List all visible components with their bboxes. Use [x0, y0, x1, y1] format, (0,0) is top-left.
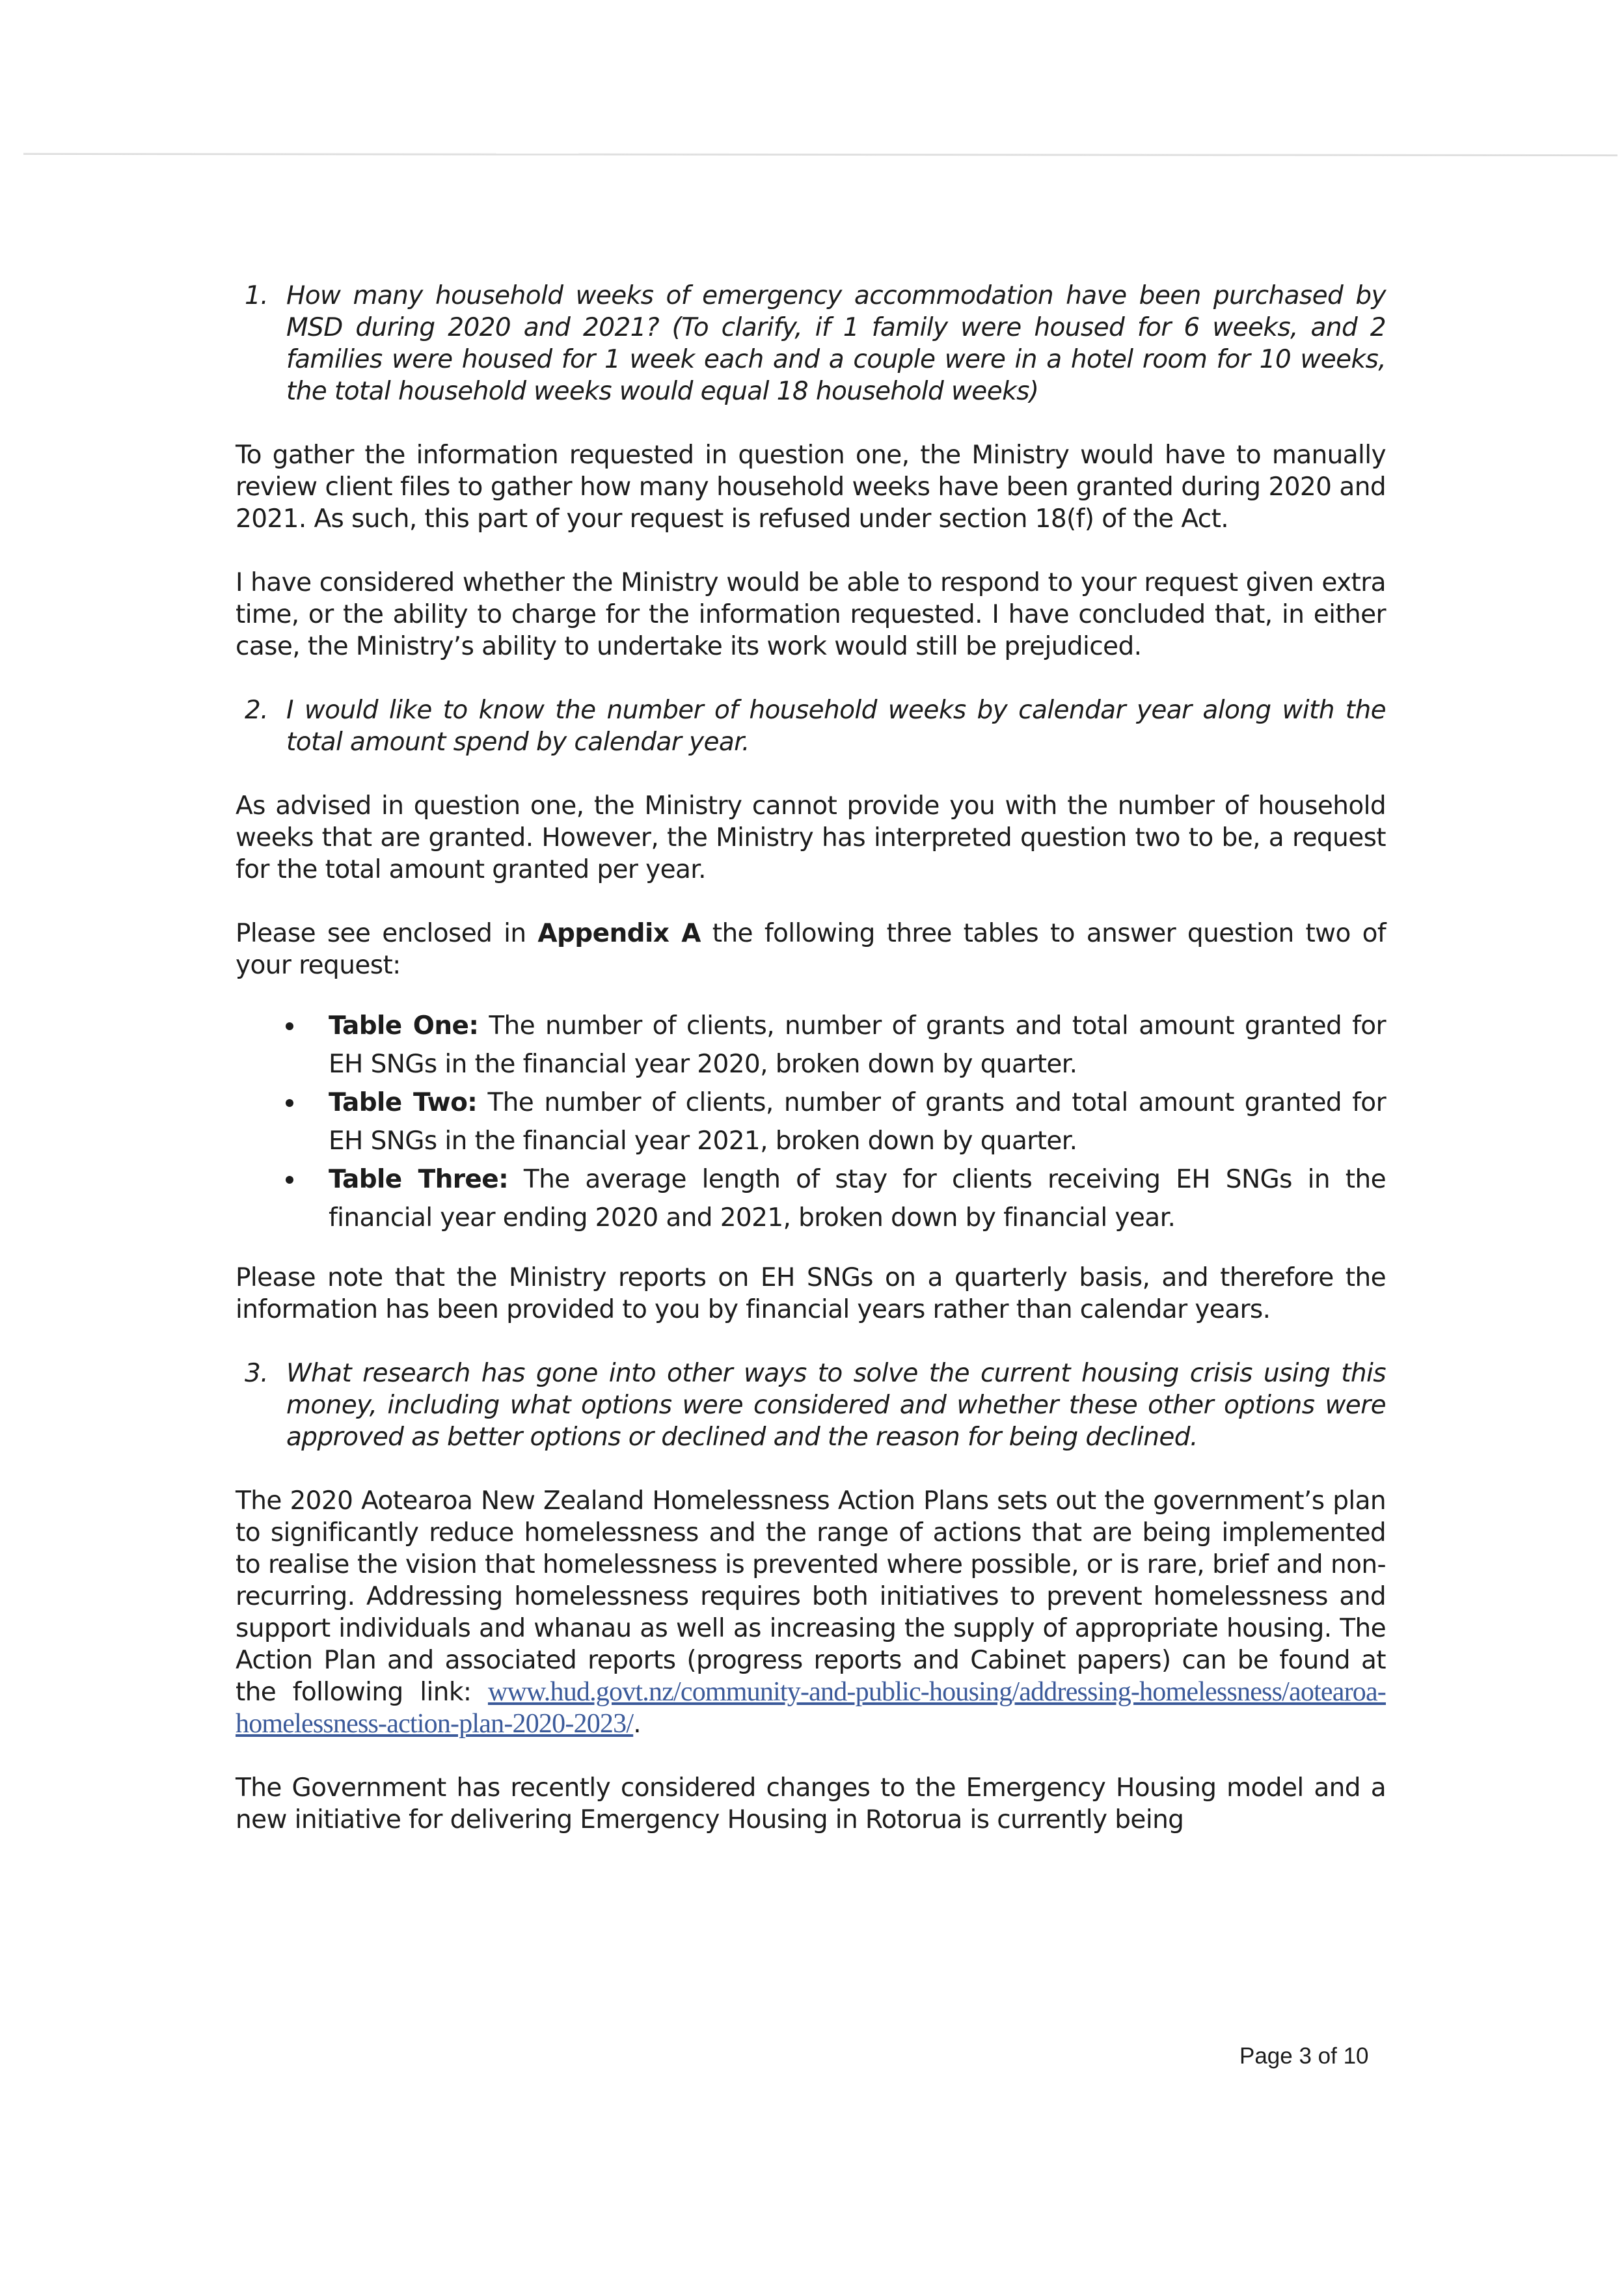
list-item-label: Table Two:	[329, 1088, 478, 1117]
appendix-a-label: Appendix A	[537, 919, 701, 948]
question-text: How many household weeks of emergency accommodation have been purchased by MSD during 2020 and 2021? (To clarify, if 1 family were housed for 6 weeks, and 2 families were housed for 1 week each and a couple were in a hotel room for 10 weeks, the total household weeks would equal 18 household weeks)	[286, 281, 1386, 406]
answer-paragraph: I have considered whether the Ministry would be able to respond to your request given extra time, or the ability to charge for the information requested. I have concluded that, in either case, the Ministry’s ability to undertake its work would still be prejudiced.	[236, 568, 1386, 661]
answer-paragraph: As advised in question one, the Ministry cannot provide you with the number of household weeks that are granted. However, the Ministry has interpreted question two to be, a request for the total amount granted per year.	[236, 791, 1386, 884]
tables-list	[236, 1007, 1386, 1237]
question-number: 1.	[244, 281, 268, 310]
question-3	[236, 1357, 1386, 1453]
list-item-label: Table Three:	[329, 1165, 509, 1194]
letter-body	[236, 280, 1386, 1868]
text: Please see enclosed in	[236, 919, 538, 948]
question-text: What research has gone into other ways to solve the current housing crisis using this money, including what options were considered and whether these other options were approved as better options or declined and the reason for being declined.	[286, 1359, 1386, 1452]
answer-paragraph: The Government has recently considered changes to the Emergency Housing model and a new initiative for delivering Emergency Housing in Rotorua is currently being	[236, 1773, 1386, 1834]
bullet-icon	[236, 1084, 329, 1160]
list-item-text: The average length of stay for clients receiving EH SNGs in the financial year ending 2020 and 2021, broken down by financial year.	[329, 1165, 1387, 1233]
header-rule	[23, 153, 1617, 156]
bullet-icon	[236, 1007, 329, 1084]
list-item	[236, 1160, 1386, 1237]
text: .	[633, 1710, 642, 1739]
question-text: I would like to know the number of household weeks by calendar year along with the total amount spend by calendar year.	[286, 696, 1386, 757]
answer-paragraph: Please note that the Ministry reports on EH SNGs on a quarterly basis, and therefore the information has been provided to you by financial years rather than calendar years.	[236, 1263, 1386, 1324]
appendix-reference-paragraph	[236, 918, 1386, 981]
answer-paragraph	[236, 1485, 1386, 1740]
answer-paragraph: To gather the information requested in question one, the Ministry would have to manually review client files to gather how many household weeks have been granted during 2020 and 2021. As such, this part of your request is refused under section 18(f) of the Act.	[236, 441, 1386, 534]
question-2	[236, 694, 1386, 758]
page-number: Page 3 of 10	[1239, 2043, 1369, 2069]
list-item	[236, 1084, 1386, 1160]
bullet-icon	[236, 1160, 329, 1237]
list-item	[236, 1007, 1386, 1084]
text: the following three tables to answer question two of your request:	[236, 919, 1386, 980]
list-item-text: The number of clients, number of grants and total amount granted for EH SNGs in the financial year 2021, broken down by quarter.	[329, 1088, 1387, 1156]
question-number: 3.	[244, 1359, 268, 1388]
list-item-text: The number of clients, number of grants and total amount granted for EH SNGs in the financial year 2020, broken down by quarter.	[329, 1011, 1386, 1079]
list-item-label: Table One:	[329, 1011, 479, 1041]
hud-action-plan-link[interactable]: www.hud.govt.nz/community-and-public-housing/addressing-homelessness/aotearoa-homelessness-action-plan-2020-2023/	[236, 1677, 1386, 1739]
question-1	[236, 280, 1386, 407]
text: The 2020 Aotearoa New Zealand Homelessness Action Plans sets out the government’s plan to significantly reduce homelessness and the range of actions that are being implemented to realise the vision that homelessness is prevented where possible, or is rare, brief and non-recurring. Addressing homelessness requires both initiatives to prevent homelessness and support individuals and whanau as well as increasing the supply of appropriate housing. The Action Plan and associated reports (progress reports and Cabinet papers) can be found at the following link:	[236, 1486, 1386, 1707]
question-number: 2.	[244, 696, 268, 725]
